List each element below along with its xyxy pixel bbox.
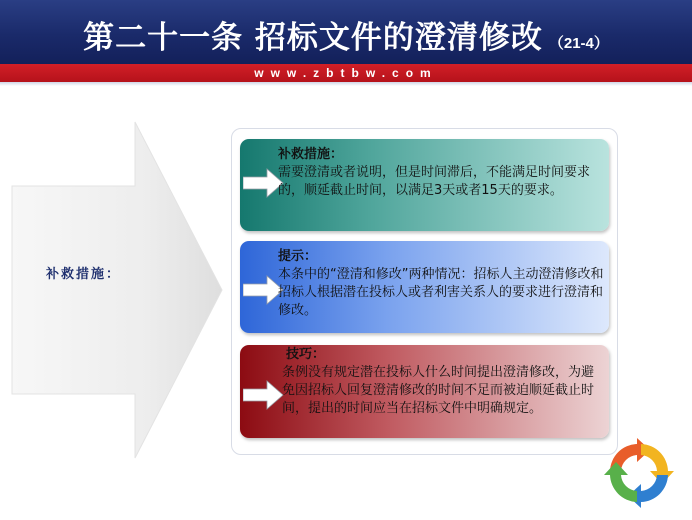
title-subtitle: （21-4） bbox=[548, 35, 609, 52]
chevron-right-arrow-icon bbox=[243, 380, 285, 410]
item-text-remedy bbox=[278, 146, 604, 200]
item-body: 需要澄清或者说明，但是时间滞后，不能满足时间要求的，顺延截止时间，以满足3天或者15天的要求。 bbox=[278, 165, 591, 198]
big-arrow-shape bbox=[0, 120, 225, 460]
header-separator bbox=[0, 82, 692, 86]
slide-title bbox=[0, 12, 692, 57]
item-body: 条例没有规定潜在投标人什么时间提出澄清修改，为避免因招标人回复澄清修改的时间不足而被迫顺延截止时间，提出的时间应当在招标文件中明确规定。 bbox=[282, 365, 595, 416]
item-heading: 提示： bbox=[278, 249, 318, 264]
website-url: www.zbtbw.com bbox=[254, 66, 438, 80]
title-bar bbox=[0, 0, 692, 64]
item-heading: 补救措施： bbox=[278, 147, 344, 162]
left-label: 补救措施： bbox=[46, 267, 122, 282]
item-body: 本条中的“澄清和修改”两种情况：招标人主动澄清修改和招标人根据潜在投标人或者利害关系人的要求进行澄清和修改。 bbox=[278, 267, 604, 318]
cycle-arrows-icon bbox=[604, 438, 674, 508]
item-text-tip bbox=[282, 346, 604, 418]
url-bar bbox=[0, 64, 692, 82]
item-heading: 技巧： bbox=[286, 347, 326, 362]
title-main: 第二十一条 招标文件的澄清修改 bbox=[83, 20, 543, 56]
item-text-hint bbox=[278, 248, 604, 320]
